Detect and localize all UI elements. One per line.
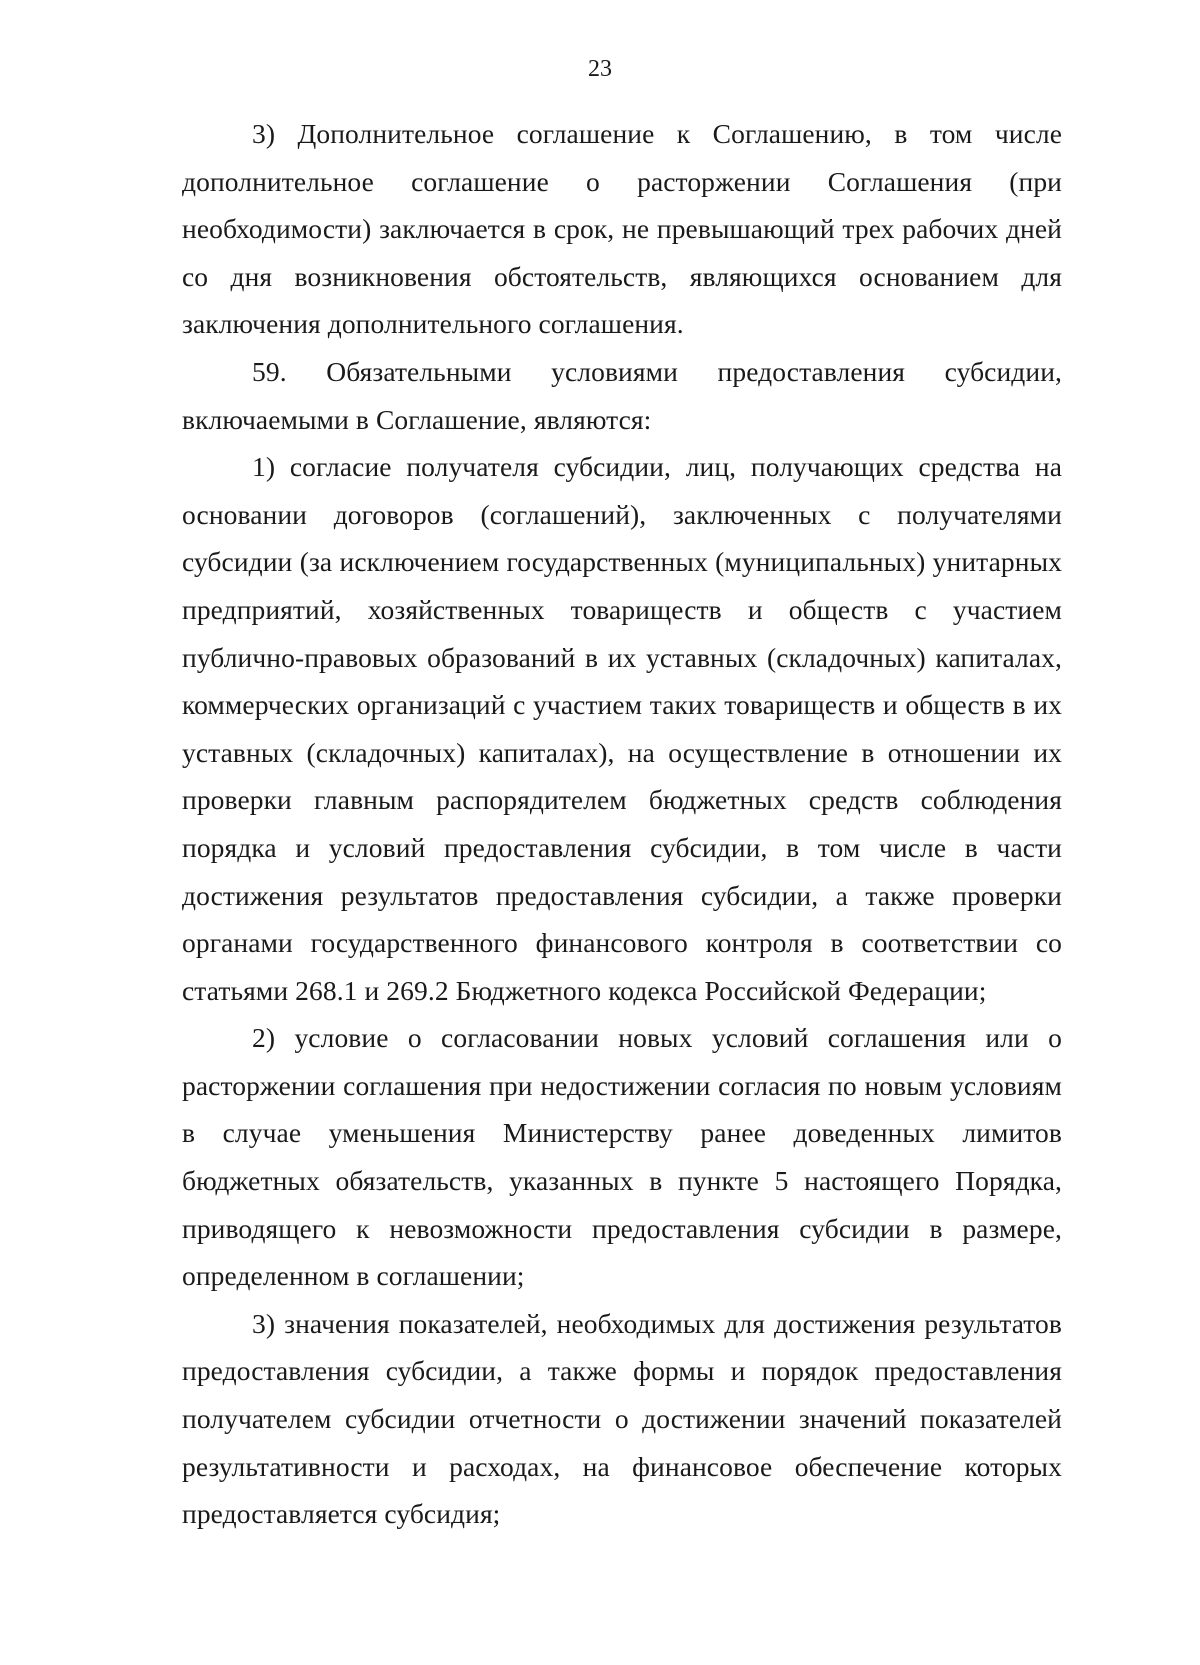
paragraph-condition-1: 1) согласие получателя субсидии, лиц, получающих средства на основании договоров (соглашений), заключенных с получателями субсидии (за исключением государственных (муниципальных) унитарных предприятий, хозяйственных товариществ и обществ с участием публично-правовых образований в их уставных (складочных) капиталах, коммерческих организаций с участием таких товариществ и обществ в их уставных (складочных) капиталах), на осуществление в отношении их проверки главным распорядителем бюджетных средств соблюдения порядка и условий предоставления субсидии, в том числе в части достижения результатов предоставления субсидии, а также проверки органами государственного финансового контроля в соответствии со статьями 268.1 и 269.2 Бюджетного кодекса Российской Федерации;: [182, 451, 1062, 1006]
document-body: [182, 110, 1062, 1538]
paragraph-condition-2: 2) условие о согласовании новых условий соглашения или о расторжении соглашения при недостижении согласия по новым условиям в случае уменьшения Министерству ранее доведенных лимитов бюджетных обязательств, указанных в пункте 5 настоящего Порядка, приводящего к невозможности предоставления субсидии в размере, определенном в соглашении;: [182, 1022, 1062, 1292]
paragraph-item-59: 59. Обязательными условиями предоставления субсидии, включаемыми в Соглашение, являются:: [182, 355, 1062, 435]
paragraph-condition-3: 3) значения показателей, необходимых для достижения результатов предоставления субсидии, а также формы и порядок предоставления получателем субсидии отчетности о достижении значений показателей результативности и расходах, на финансовое обеспечение которых предоставляется субсидия;: [182, 1307, 1062, 1530]
paragraph-additional-agreement: 3) Дополнительное соглашение к Соглашению, в том числе дополнительное соглашение о расторжении Соглашения (при необходимости) заключается в срок, не превышающий трех рабочих дней со дня возникновения обстоятельств, являющихся основанием для заключения дополнительного соглашения.: [182, 118, 1062, 340]
page-number: 23: [588, 56, 612, 82]
